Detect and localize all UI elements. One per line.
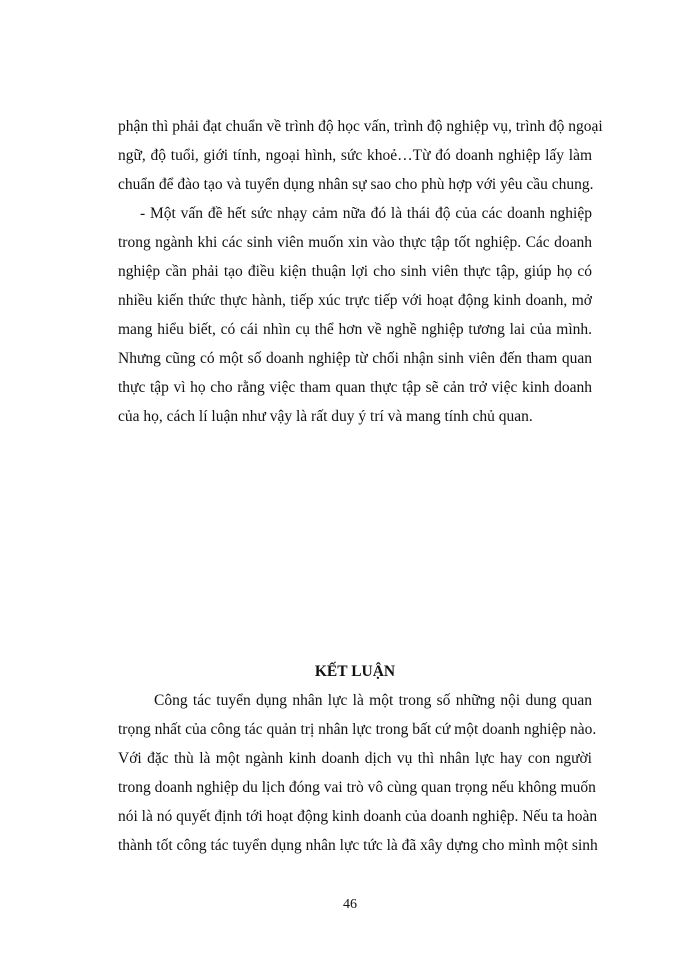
text-line: của họ, cách lí luận như vậy là rất duy ý trí và mang tính chủ quan. <box>118 408 533 425</box>
text-line: ngữ, độ tuổi, giới tính, ngoại hình, sức khoẻ…Từ đó doanh nghiệp lấy làm <box>118 147 592 164</box>
text-line: nói là nó quyết định tới hoạt động kinh doanh của doanh nghiệp. Nếu ta hoàn <box>118 808 598 825</box>
text-line: thành tốt công tác tuyển dụng nhân lực tức là đã xây dựng cho mình một sinh <box>118 837 598 854</box>
page-number: 46 <box>343 897 357 912</box>
text-line: trong doanh nghiệp du lịch đóng vai trò vô cùng quan trọng nếu không muốn <box>118 779 596 796</box>
text-line: Công tác tuyển dụng nhân lực là một trong số những nội dung quan <box>154 692 592 709</box>
text-line: Nhưng cũng có một số doanh nghiệp từ chối nhận sinh viên đến tham quan <box>118 350 592 367</box>
text-line: nhiều kiến thức thực hành, tiếp xúc trực tiếp với hoạt động kinh doanh, mở <box>118 292 592 309</box>
text-line: phận thì phải đạt chuẩn về trình độ học vấn, trình độ nghiệp vụ, trình độ ngoại <box>118 118 603 135</box>
text-line: trong ngành khi các sinh viên muốn xin vào thực tập tốt nghiệp. Các doanh <box>118 234 592 251</box>
text-line: nghiệp cần phải tạo điều kiện thuận lợi cho sinh viên thực tập, giúp họ có <box>118 263 592 280</box>
text-line: trọng nhất của công tác quản trị nhân lực trong bất cứ một doanh nghiệp nào. <box>118 721 597 738</box>
text-line: mang hiểu biết, có cái nhìn cụ thể hơn về nghề nghiệp tương lai của mình. <box>118 321 592 338</box>
text-line: chuẩn để đào tạo và tuyển dụng nhân sự sao cho phù hợp với yêu cầu chung. <box>118 176 594 193</box>
text-line: thực tập vì họ cho rằng việc tham quan thực tập sẽ cản trở việc kinh doanh <box>118 379 592 396</box>
section-heading: KẾT LUẬN <box>314 663 396 680</box>
text-line: Với đặc thù là một ngành kinh doanh dịch vụ thì nhân lực hay con người <box>118 750 592 767</box>
text-line: - Một vấn đề hết sức nhạy cảm nữa đó là thái độ của các doanh nghiệp <box>140 205 592 222</box>
